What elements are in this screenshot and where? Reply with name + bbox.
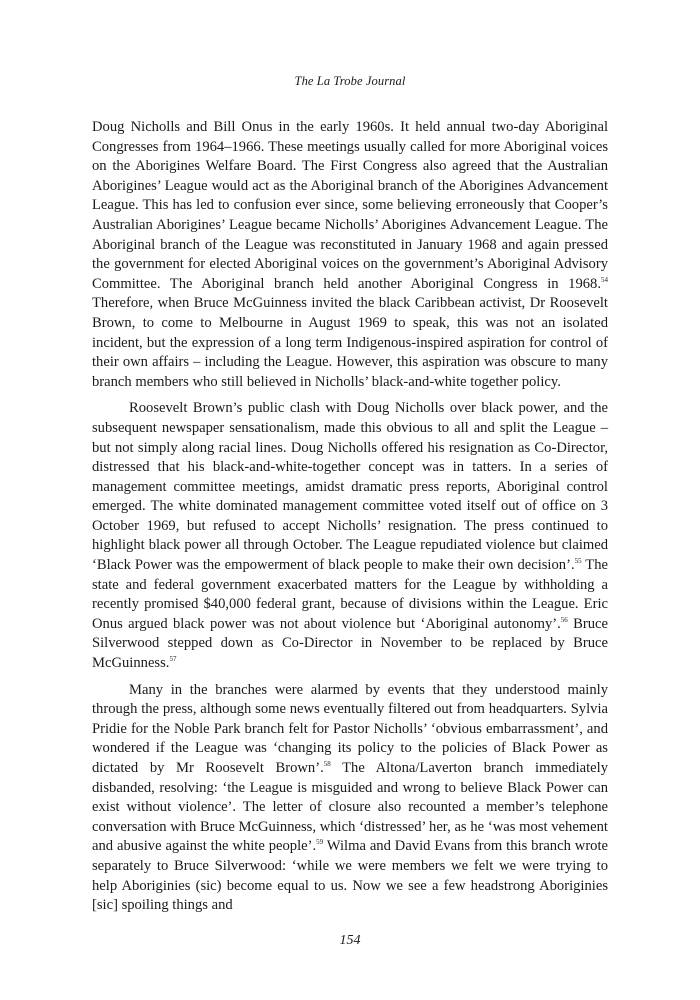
paragraph [92, 681, 608, 916]
paragraph-text: The state and federal government exacerbated matters for the League by withholding a recently promised $40,000 federal grant, because of divisions within the League. Eric Onus argued black power was not about violence but ‘Aboriginal autonomy’. [92, 557, 608, 632]
footnote-marker: 55 [574, 557, 582, 566]
footnote-marker: 56 [560, 615, 568, 624]
footnote-marker: 54 [601, 275, 608, 284]
paragraph-text: Bruce Silverwood stepped down as Co-Director in November to be replaced by Bruce McGuinness. [92, 615, 608, 672]
paragraph-text: Wilma and David Evans from this branch wrote separately to Bruce Silverwood: ‘while we were members we felt we were trying to help Aboriginies (sic) become equal to us. Now we see a few headstrong Aboriginies [sic] spoiling things and [92, 838, 609, 914]
footnote-marker: 57 [169, 655, 177, 664]
paragraph [92, 399, 608, 673]
running-head: The La Trobe Journal [294, 74, 406, 88]
page-number: 154 [339, 933, 361, 948]
footnote-marker: 58 [323, 760, 331, 768]
paragraph-text: Many in the branches were alarmed by events that they understood mainly through the press, although some news eventually filtered out from headquarters. Sylvia Pridie for the Noble Park branch felt for Pastor Nicholls’ ‘obvious embarrassment’, and wondered if the League was ‘changing its policy to the policies of Black Power as dictated by Mr Roosevelt Brown’. [92, 681, 608, 776]
paragraph-text: Roosevelt Brown’s public clash with Doug Nicholls over black power, and the subsequent newspaper sensationalism, made this obvious to all and split the League – but not simply along racial lines. Doug Nicholls offered his resignation as Co-Director, distressed that his black-and-white-together concept was in tatters. In a series of management committee meetings, amidst dramatic press reports, Aboriginal control emerged. The white dominated management committee voted itself out of office on 3 October 1969, but refused to accept Nicholls’ resignation. The press continued to highlight black power all through October. The League repudiated violence but claimed ‘Black Power was the empowerment of black people to make their own decision’. [92, 400, 608, 574]
paragraph-text: Therefore, when Bruce McGuinness invited the black Caribbean activist, Dr Roosevelt Brown, to come to Melbourne in August 1969 to speak, this was not an isolated incident, but the expression of a long term Indigenous-inspired aspiration for control of their own affairs – including the League. However, this aspiration was obscure to many branch members who still believed in Nicholls’ black-and-white together policy. [92, 295, 608, 390]
paragraph [92, 118, 608, 392]
paragraph-text: The Altona/Laverton branch immediately disbanded, resolving: ‘the League is misguided and wrong to believe Black Power can exist without violence’. The letter of closure also recounted a member’s telephone conversation with Bruce McGuinness, which ‘distressed’ her, as he ‘was most vehement and abusive against the white people’. [92, 760, 608, 855]
body-text [92, 118, 608, 916]
footnote-marker: 59 [316, 838, 324, 847]
paragraph-text: Doug Nicholls and Bill Onus in the early 1960s. It held annual two-day Aboriginal Congresses from 1964–1966. These meetings usually called for more Aboriginal voices on the Aborigines Welfare Board. The First Congress also agreed that the Australian Aborigines’ League would act as the Aboriginal branch of the Aborigines Advancement League. This has led to confusion ever since, some believing erroneously that Cooper’s Australian Aborigines’ League became Nicholls’ Aborigines Advancement League. The Aboriginal branch of the League was reconstituted in January 1968 and again pressed the government for elected Aboriginal voices on the government’s Aboriginal Advisory Committee. The Aboriginal branch held another Aboriginal Congress in 1968. [92, 119, 608, 292]
